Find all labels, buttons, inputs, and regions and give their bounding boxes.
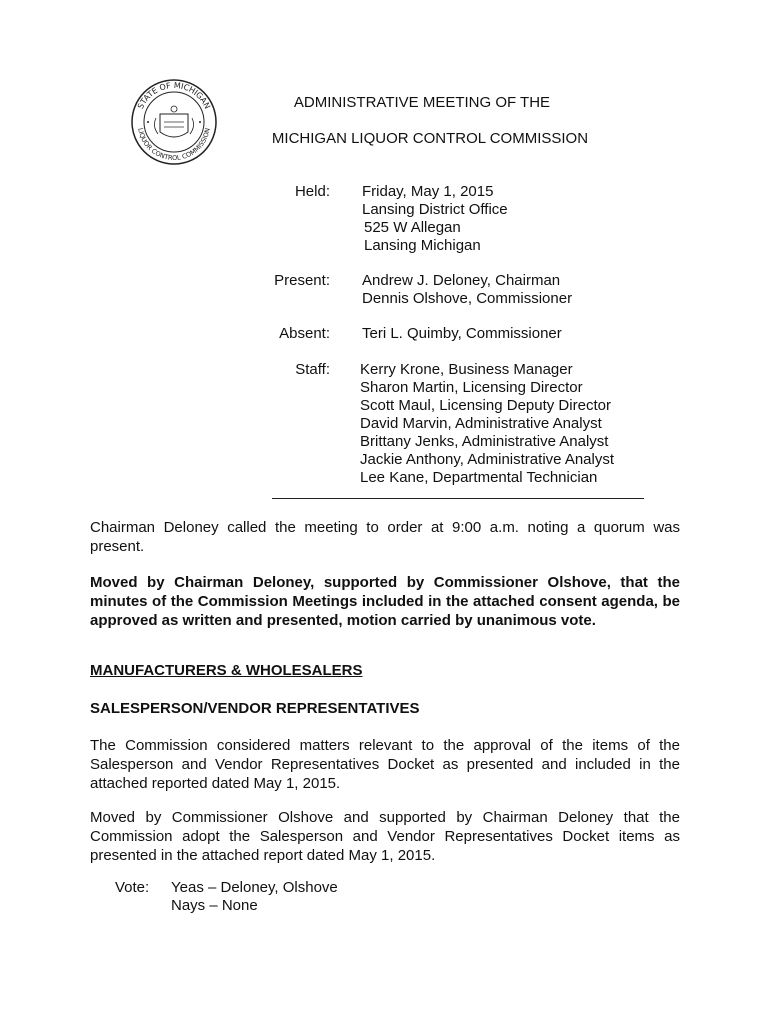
staff-line: Kerry Krone, Business Manager xyxy=(360,361,573,378)
present-label: Present: xyxy=(274,272,330,289)
considered-paragraph: The Commission considered matters relevant to the approval of the items of the Salesperson and Vendor Representatives Docket as presented and included in the attached reported dated May 1, 2015. xyxy=(90,737,680,792)
section-heading: MANUFACTURERS & WHOLESALERS xyxy=(90,662,363,679)
vote-nays: Nays – None xyxy=(171,897,258,914)
held-label: Held: xyxy=(294,183,330,200)
divider-rule xyxy=(272,498,644,499)
commission-seal xyxy=(130,78,218,166)
svg-text:STATE OF MICHIGAN: STATE OF MICHIGAN xyxy=(135,80,213,111)
absent-label: Absent: xyxy=(279,325,330,342)
staff-line: Brittany Jenks, Administrative Analyst xyxy=(360,433,609,450)
present-line: Andrew J. Deloney, Chairman xyxy=(362,272,561,289)
held-line: 525 W Allegan xyxy=(364,219,461,236)
call-to-order-paragraph: Chairman Deloney called the meeting to order at 9:00 a.m. noting a quorum was present. xyxy=(90,519,680,555)
absent-value xyxy=(362,325,562,343)
staff-line: David Marvin, Administrative Analyst xyxy=(360,415,602,432)
svg-text:LIQUOR CONTROL COMMISSION: LIQUOR CONTROL COMMISSION xyxy=(136,127,212,163)
staff-line: Scott Maul, Licensing Deputy Director xyxy=(360,397,611,414)
staff-line: Sharon Martin, Licensing Director xyxy=(360,379,583,396)
subsection-heading: SALESPERSON/VENDOR REPRESENTATIVES xyxy=(90,700,420,717)
vote-yeas: Yeas – Deloney, Olshove xyxy=(171,879,338,896)
title-line-2: MICHIGAN LIQUOR CONTROL COMMISSION xyxy=(271,130,589,147)
held-line: Friday, May 1, 2015 xyxy=(362,183,494,200)
absent-line: Teri L. Quimby, Commissioner xyxy=(362,325,562,342)
held-line: Lansing Michigan xyxy=(364,237,481,254)
present-line: Dennis Olshove, Commissioner xyxy=(362,290,573,307)
held-line: Lansing District Office xyxy=(362,201,508,218)
vote-label: Vote: xyxy=(115,879,150,896)
staff-line: Lee Kane, Departmental Technician xyxy=(360,469,598,486)
staff-value xyxy=(360,361,614,487)
minutes-motion-paragraph: Moved by Chairman Deloney, supported by Commissioner Olshove, that the minutes of the Commission Meetings included in the attached consent agenda, be approved as written and presented, motion carried by unanimous vote. xyxy=(90,574,680,629)
title-line-1: ADMINISTRATIVE MEETING OF THE xyxy=(293,94,551,111)
staff-line: Jackie Anthony, Administrative Analyst xyxy=(360,451,615,468)
staff-label: Staff: xyxy=(295,361,330,378)
docket-motion-paragraph: Moved by Commissioner Olshove and supported by Chairman Deloney that the Commission adopt the Salesperson and Vendor Representatives Docket items as presented in the attached report dated May 1, 2015. xyxy=(90,809,680,864)
held-value xyxy=(362,183,508,255)
present-value xyxy=(362,272,572,308)
